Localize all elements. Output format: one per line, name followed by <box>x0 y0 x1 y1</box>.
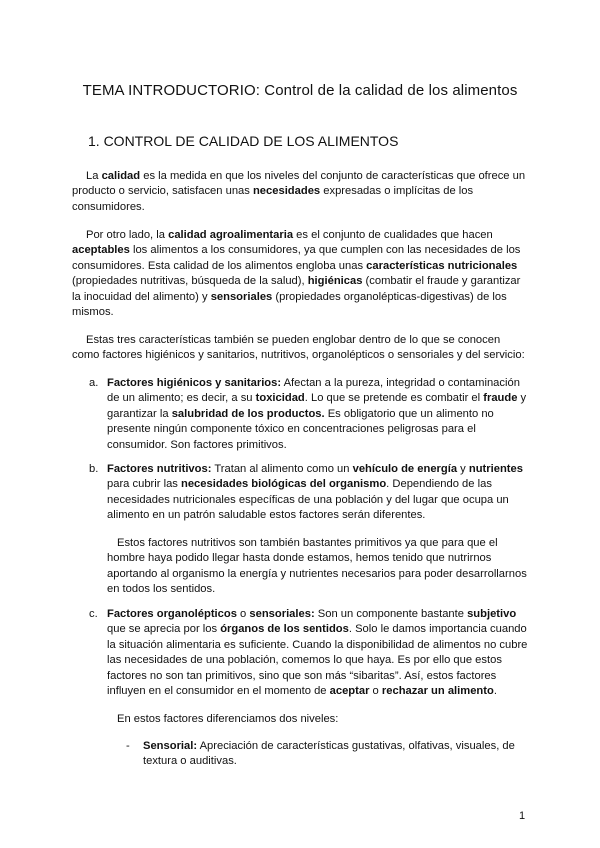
bold-text: características nutricionales <box>366 259 518 272</box>
bold-text: fraude <box>483 392 518 405</box>
text-run: para cubrir las <box>107 478 181 491</box>
text-run: La <box>86 170 102 182</box>
bold-text: vehículo de energía <box>352 463 458 475</box>
text-run: (combatir el fraude y garantizar la inocuidad del alimento) y <box>72 275 521 303</box>
bold-text: nutrientes <box>468 463 523 475</box>
text-run: . Dependiendo de las necesidades nutricionales específicas de una población y del lugar que ocupa un alimento en un patrón saludable estos factores serán diferentes. <box>107 478 509 522</box>
text-run: . <box>493 685 497 698</box>
paragraph-factores-intro <box>72 333 530 364</box>
bold-text: Factores organolépticos <box>107 608 237 620</box>
text-run: que se aprecia por los <box>107 623 221 636</box>
text-run: es la medida en que los niveles del conjunto de características que ofrece un producto o servicio, satisfacen unas <box>72 170 526 198</box>
bold-text: higiénicas <box>307 275 363 288</box>
bold-text: calidad <box>101 170 141 182</box>
text-run: Tratan al alimento como un <box>211 463 353 475</box>
text-run: Afectan a la pureza, integridad o contaminación de un alimento; es decir, a su <box>107 377 520 405</box>
bold-text: sensoriales: <box>249 608 315 620</box>
bold-text: aceptar <box>329 685 370 698</box>
dash-item-text <box>143 739 523 770</box>
list-marker: a. <box>89 377 99 389</box>
bold-text: rechazar un alimento <box>381 685 494 698</box>
text-run: o <box>369 685 382 698</box>
bold-text: calidad agroalimentaria <box>168 229 294 241</box>
text-run: y garantizar la <box>107 392 527 420</box>
list-item-text <box>107 376 530 453</box>
text-run: Es obligatorio que un alimento no presente ningún componente tóxico en concentraciones peligrosas para el consumidor. Son factores primitivos. <box>107 407 494 451</box>
text-run: y <box>457 463 469 475</box>
list-item-text <box>107 607 530 699</box>
bold-text: Factores nutritivos: <box>107 463 212 475</box>
bold-text: sensoriales <box>210 290 273 303</box>
text-run: Estos factores nutritivos son también bastantes primitivos ya que para que el hombre haya podido llegar hasta donde estamos, hemos tenido que nutrirnos aportando al organismo la energía y nutrientes necesarios para poder desarrollarnos en todos los sentidos. <box>107 537 527 596</box>
text-run: En estos factores diferenciamos dos niveles: <box>117 713 339 725</box>
text-run: (propiedades nutritivas, búsqueda de la salud), <box>72 275 308 288</box>
text-run: Por otro lado, la <box>86 229 169 241</box>
text-run: . Lo que se pretende es combatir el <box>304 392 484 405</box>
text-run: es el conjunto de cualidades que hacen <box>293 229 493 241</box>
text-run: . Solo le damos importancia cuando la situación alimentaria es suficiente. Cuando la disponibilidad de alimentos no cubre las necesidades de una población, comemos lo que haya. Es por ello que estos factores no son tan primitivos, sino que son más “sibaritas”. Así, estos factores influyen en el consumidor en el momento de <box>107 623 528 698</box>
paragraph-calidad-agroalimentaria <box>72 228 530 320</box>
list-item-text <box>107 462 530 524</box>
bold-text: aceptables <box>72 244 130 257</box>
bold-text: subjetivo <box>467 608 517 620</box>
bold-text: órganos de los sentidos <box>220 623 349 636</box>
list-marker: b. <box>89 463 99 475</box>
bold-text: Factores higiénicos y sanitarios: <box>107 377 282 389</box>
text-run: Estas tres características también se pueden englobar dentro de lo que se conocen como factores higiénicos y sanitarios, nutritivos, organolépticos o sensoriales y del servicio: <box>72 334 525 362</box>
bold-text: necesidades <box>252 185 321 198</box>
paragraph-calidad <box>72 169 530 215</box>
section-heading: 1. CONTROL DE CALIDAD DE LOS ALIMENTOS <box>88 133 399 149</box>
dash-marker: - <box>126 740 130 752</box>
document-title: TEMA INTRODUCTORIO: Control de la calidad de los alimentos <box>82 82 518 99</box>
text-run: expresadas o implícitas de los consumidores. <box>72 185 474 213</box>
text-run: los alimentos a los consumidores, ya que cumplen con las necesidades de los consumidores. Esta calidad de los alimentos engloba unas <box>72 244 521 272</box>
text-run: Son un componente bastante <box>314 608 468 620</box>
bold-text: toxicidad <box>255 392 305 405</box>
text-run: (propiedades organolépticas-digestivas) de los mismos. <box>72 290 507 319</box>
paragraph-nutritivos-primitivos <box>107 536 530 598</box>
page-number: 1 <box>519 810 526 822</box>
bold-text: necesidades biológicas del organismo <box>181 478 387 491</box>
list-marker: c. <box>89 608 98 620</box>
paragraph-dos-niveles <box>107 712 530 727</box>
text-run: o <box>236 608 250 620</box>
bold-text: Sensorial: <box>143 740 198 752</box>
text-run: Apreciación de características gustativas, olfativas, visuales, de textura o auditivas. <box>143 740 515 768</box>
bold-text: salubridad de los productos. <box>171 407 325 420</box>
